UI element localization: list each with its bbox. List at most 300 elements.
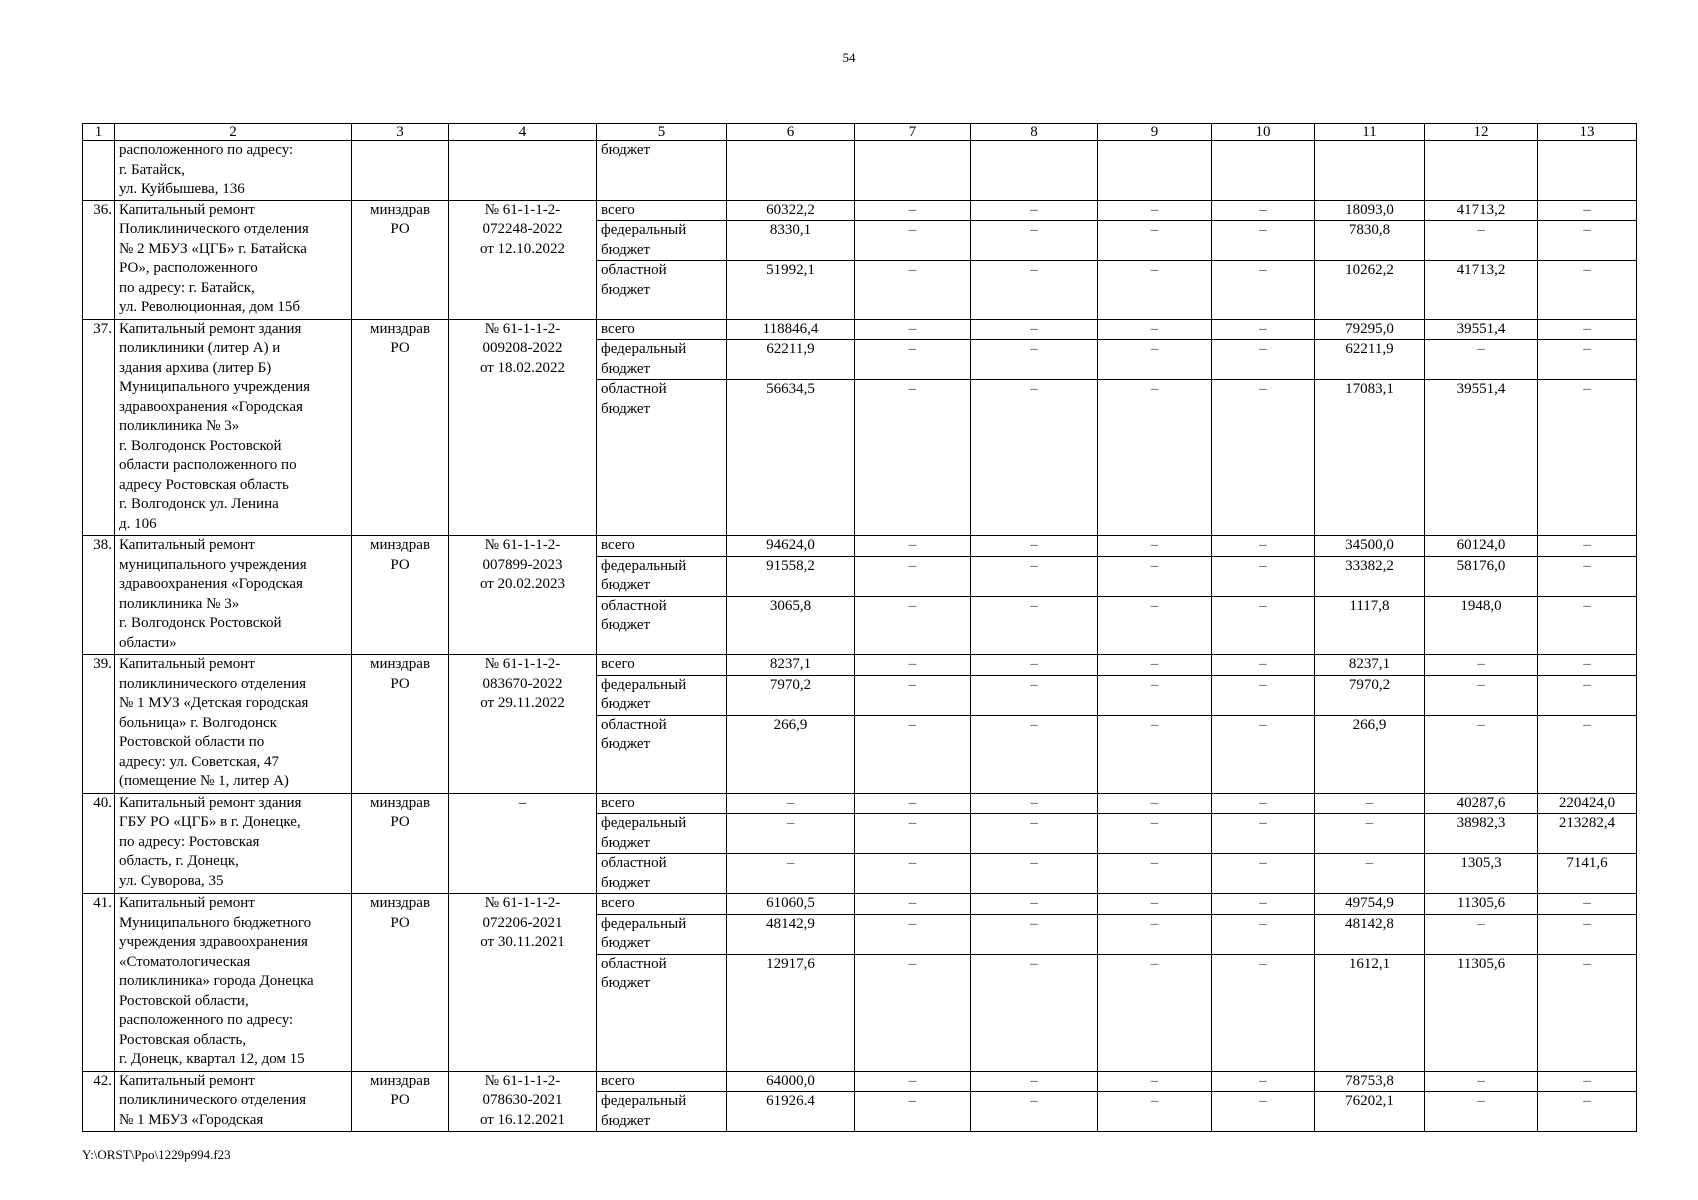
text-line: минздрав [369, 895, 431, 911]
value-cell: – [1098, 596, 1212, 655]
text-line: учреждения здравоохранения [119, 934, 308, 950]
value-cell: 39551,4 [1425, 319, 1538, 340]
value-cell: – [855, 814, 971, 854]
value-cell: 60322,2 [727, 200, 855, 221]
funding-source [597, 715, 727, 793]
value-cell: – [1538, 221, 1637, 261]
value-cell: – [1212, 675, 1315, 715]
text-line: 007899-2023 [482, 556, 563, 573]
value-cell: 56634,5 [727, 380, 855, 536]
text-line: минздрав [369, 656, 431, 672]
funding-source [597, 1092, 727, 1132]
value-cell [1315, 141, 1425, 201]
text-line: от 20.02.2023 [479, 576, 566, 592]
footer-file-path: Y:\ORST\Ppo\1229p994.f23 [82, 1147, 231, 1162]
table-row [83, 141, 1637, 201]
value-cell: – [1315, 814, 1425, 854]
text-line: бюджет [601, 577, 651, 593]
value-cell: – [855, 380, 971, 536]
value-cell: – [1212, 715, 1315, 793]
value-cell: – [1212, 854, 1315, 894]
customer [352, 200, 449, 319]
value-cell: – [1425, 675, 1538, 715]
value-cell: 7141,6 [1538, 854, 1637, 894]
value-cell: – [1098, 954, 1212, 1071]
text-line: бюджет [601, 360, 651, 377]
object-name [115, 1071, 352, 1132]
value-cell: 41713,2 [1425, 261, 1538, 320]
text-line: Капитальный ремонт здания [119, 320, 302, 337]
value-cell: 48142,8 [1315, 914, 1425, 954]
expertise-document [449, 894, 597, 1072]
text-line: от 29.11.2022 [480, 695, 565, 711]
text-line: бюджет [601, 281, 651, 298]
text-line: бюджет [601, 834, 651, 851]
text-line: по адресу: г. Батайск, [119, 279, 255, 296]
text-line: областной [601, 381, 667, 397]
value-cell: 8237,1 [1315, 655, 1425, 676]
value-cell: – [971, 914, 1098, 954]
text-line: РО [390, 1092, 410, 1108]
text-line: Капитальный ремонт [119, 656, 255, 672]
text-line: здравоохранения «Городская [119, 576, 303, 592]
text-line: всего [601, 201, 635, 218]
value-cell: 11305,6 [1425, 954, 1538, 1071]
text-line: 072206-2021 [482, 914, 563, 931]
text-line: поликлинического отделения [119, 1092, 307, 1108]
value-cell: – [1212, 340, 1315, 380]
value-cell: 91558,2 [727, 556, 855, 596]
text-line: от 18.02.2022 [479, 359, 566, 376]
value-cell: – [1212, 914, 1315, 954]
text-line: всего [601, 895, 635, 911]
value-cell: 39551,4 [1425, 380, 1538, 536]
text-line: всего [601, 794, 635, 811]
value-cell: 94624,0 [727, 536, 855, 557]
value-cell: – [1212, 200, 1315, 221]
value-cell: – [1098, 380, 1212, 536]
value-cell: – [855, 221, 971, 261]
value-cell: 7970,2 [1315, 675, 1425, 715]
value-cell: – [971, 715, 1098, 793]
customer [352, 141, 449, 201]
text-line: федеральный [601, 815, 687, 831]
value-cell: 48142,9 [727, 914, 855, 954]
funding-source [597, 141, 727, 201]
row-number: 37. [83, 319, 115, 536]
value-cell: 33382,2 [1315, 556, 1425, 596]
object-name [115, 536, 352, 655]
customer [352, 655, 449, 794]
value-cell: – [1425, 715, 1538, 793]
text-line: областной [601, 262, 667, 278]
column-header: 12 [1425, 124, 1538, 141]
value-cell: – [1212, 793, 1315, 814]
text-line: здания архива (литер Б) [119, 359, 272, 376]
funding-source [597, 914, 727, 954]
text-line: адресу Ростовская область [119, 476, 289, 493]
text-line: поликлиники (литер А) и [119, 340, 281, 356]
text-line: минздрав [369, 1072, 431, 1089]
value-cell: 1305,3 [1425, 854, 1538, 894]
value-cell: – [1212, 814, 1315, 854]
value-cell: – [1425, 655, 1538, 676]
value-cell: – [1538, 200, 1637, 221]
text-line: бюджет [601, 142, 651, 158]
funding-source [597, 261, 727, 320]
text-line: здравоохранения «Городская [119, 398, 303, 415]
table-body [83, 124, 1637, 1132]
customer [352, 894, 449, 1072]
object-name [115, 141, 352, 201]
value-cell: 58176,0 [1425, 556, 1538, 596]
value-cell: – [971, 596, 1098, 655]
column-header: 9 [1098, 124, 1212, 141]
value-cell: – [1212, 221, 1315, 261]
text-line: поликлинического отделения [119, 675, 307, 692]
text-line: федеральный [601, 676, 687, 693]
expertise-document [449, 1071, 597, 1132]
value-cell: – [1212, 556, 1315, 596]
text-line: бюджет [601, 617, 651, 633]
value-cell: – [971, 655, 1098, 676]
customer [352, 536, 449, 655]
text-line: бюджет [601, 874, 651, 891]
funding-source [597, 1071, 727, 1092]
text-line: РО [390, 340, 410, 356]
text-line: бюджет [601, 696, 651, 712]
column-header: 13 [1538, 124, 1637, 141]
value-cell: – [855, 261, 971, 320]
row-number: 38. [83, 536, 115, 655]
value-cell: 8237,1 [727, 655, 855, 676]
table-row [83, 793, 1637, 814]
text-line: областной [601, 955, 667, 972]
text-line: Поликлинического отделения [119, 221, 309, 237]
value-cell: 78753,8 [1315, 1071, 1425, 1092]
text-line: федеральный [601, 915, 687, 932]
value-cell: – [971, 675, 1098, 715]
text-line: области» [119, 634, 177, 651]
value-cell: – [1098, 1071, 1212, 1092]
value-cell: – [1538, 675, 1637, 715]
text-line: г. Донецк, квартал 12, дом 15 [119, 1051, 305, 1067]
text-line: поликлиника № 3» [119, 418, 240, 434]
value-cell: – [1538, 1071, 1637, 1092]
column-header: 1 [83, 124, 115, 141]
text-line: РО [390, 221, 410, 237]
value-cell: 11305,6 [1425, 894, 1538, 915]
value-cell: – [1315, 793, 1425, 814]
value-cell: 18093,0 [1315, 200, 1425, 221]
text-line: по адресу: Ростовская [119, 833, 260, 850]
column-header: 11 [1315, 124, 1425, 141]
value-cell: 62211,9 [727, 340, 855, 380]
value-cell: – [855, 894, 971, 915]
value-cell: 7970,2 [727, 675, 855, 715]
value-cell [855, 141, 971, 201]
text-line: 083670-2022 [482, 675, 563, 692]
value-cell: 40287,6 [1425, 793, 1538, 814]
value-cell: 220424,0 [1538, 793, 1637, 814]
value-cell [727, 141, 855, 201]
value-cell: – [971, 954, 1098, 1071]
expertise-document [449, 793, 597, 894]
row-number: 36. [83, 200, 115, 319]
value-cell: – [971, 221, 1098, 261]
value-cell: – [971, 319, 1098, 340]
value-cell [971, 141, 1098, 201]
text-line: РО», расположенного [119, 260, 258, 276]
column-header: 8 [971, 124, 1098, 141]
text-line: ул. Революционная, дом 15б [119, 299, 300, 315]
row-number: 39. [83, 655, 115, 794]
value-cell: – [1538, 715, 1637, 793]
text-line: бюджет [601, 400, 651, 417]
value-cell: – [855, 914, 971, 954]
value-cell: 34500,0 [1315, 536, 1425, 557]
text-line: минздрав [369, 537, 431, 553]
funding-source [597, 380, 727, 536]
text-line: № 2 МБУЗ «ЦГБ» г. Батайска [119, 240, 307, 257]
value-cell: – [855, 200, 971, 221]
text-line: № 1 МБУЗ «Городская [119, 1111, 264, 1128]
object-name [115, 655, 352, 794]
text-line: бюджет [601, 975, 651, 991]
value-cell: – [1212, 1071, 1315, 1092]
value-cell: 49754,9 [1315, 894, 1425, 915]
value-cell: – [855, 1092, 971, 1132]
text-line: ГБУ РО «ЦГБ» в г. Донецке, [119, 814, 301, 830]
value-cell: – [1538, 1092, 1637, 1132]
text-line: № 61-1-1-2- [484, 1072, 561, 1089]
text-line: № 1 МУЗ «Детская городская [119, 695, 309, 711]
value-cell: – [1538, 954, 1637, 1071]
value-cell: – [1538, 894, 1637, 915]
value-cell: – [855, 854, 971, 894]
expertise-document [449, 655, 597, 794]
funding-source [597, 596, 727, 655]
text-line: поликлиника» города Донецка [119, 973, 314, 989]
value-cell: – [1098, 814, 1212, 854]
value-cell: 3065,8 [727, 596, 855, 655]
text-line: бюджет [601, 1112, 651, 1129]
table-row [83, 319, 1637, 340]
funding-source [597, 854, 727, 894]
value-cell: – [1098, 200, 1212, 221]
value-cell: – [855, 655, 971, 676]
value-cell: – [1538, 536, 1637, 557]
text-line: Муниципального учреждения [119, 379, 311, 395]
value-cell: – [1098, 894, 1212, 915]
value-cell: – [1425, 221, 1538, 261]
value-cell: – [1425, 1092, 1538, 1132]
funding-source [597, 556, 727, 596]
text-line: расположенного по адресу: [119, 142, 294, 158]
text-line: Капитальный ремонт [119, 201, 255, 218]
value-cell: – [1538, 319, 1637, 340]
text-line: РО [390, 556, 410, 573]
value-cell: – [855, 340, 971, 380]
object-name [115, 894, 352, 1072]
value-cell: 41713,2 [1425, 200, 1538, 221]
value-cell: – [1098, 221, 1212, 261]
text-line: федеральный [601, 1093, 687, 1109]
value-cell: – [971, 340, 1098, 380]
funding-source [597, 319, 727, 340]
expertise-document [449, 319, 597, 536]
text-line: (помещение № 1, литер А) [119, 773, 289, 789]
value-cell: – [1212, 655, 1315, 676]
text-line: ул. Куйбышева, 136 [119, 181, 245, 197]
text-line: Капитальный ремонт [119, 1072, 255, 1089]
value-cell: – [1098, 675, 1212, 715]
text-line: 078630-2021 [482, 1092, 563, 1108]
value-cell: – [1538, 914, 1637, 954]
row-number [83, 141, 115, 201]
text-line: всего [601, 320, 635, 337]
value-cell: 38982,3 [1425, 814, 1538, 854]
value-cell: 61926.4 [727, 1092, 855, 1132]
value-cell: 10262,2 [1315, 261, 1425, 320]
value-cell: 1948,0 [1425, 596, 1538, 655]
value-cell: – [971, 536, 1098, 557]
value-cell: – [855, 556, 971, 596]
value-cell: 8330,1 [727, 221, 855, 261]
text-line: Капитальный ремонт [119, 537, 255, 553]
column-header: 10 [1212, 124, 1315, 141]
value-cell: 79295,0 [1315, 319, 1425, 340]
value-cell: – [1098, 655, 1212, 676]
value-cell: – [727, 854, 855, 894]
text-line: адресу: ул. Советская, 47 [119, 753, 279, 770]
text-line: № 61-1-1-2- [484, 201, 561, 218]
value-cell: 7830,8 [1315, 221, 1425, 261]
text-line: минздрав [369, 320, 431, 337]
text-line: расположенного по адресу: [119, 1012, 294, 1028]
funding-source [597, 655, 727, 676]
column-header-row [83, 124, 1637, 141]
text-line: № 61-1-1-2- [484, 895, 561, 911]
value-cell: 1117,8 [1315, 596, 1425, 655]
value-cell: – [855, 675, 971, 715]
value-cell: 213282,4 [1538, 814, 1637, 854]
expertise-document [449, 141, 597, 201]
row-number: 40. [83, 793, 115, 894]
object-name [115, 200, 352, 319]
text-line: № 61-1-1-2- [484, 320, 561, 337]
text-line: РО [390, 675, 410, 692]
table-row [83, 1071, 1637, 1092]
value-cell: – [971, 380, 1098, 536]
text-line: всего [601, 1072, 635, 1089]
value-cell: – [1425, 914, 1538, 954]
value-cell: – [971, 1092, 1098, 1132]
text-line: Ростовская область, [119, 1031, 247, 1048]
value-cell: – [855, 1071, 971, 1092]
value-cell: – [971, 261, 1098, 320]
value-cell: – [727, 814, 855, 854]
customer [352, 319, 449, 536]
text-line: от 30.11.2021 [480, 934, 565, 950]
text-line: «Стоматологическая [119, 953, 251, 970]
value-cell: – [727, 793, 855, 814]
row-number: 41. [83, 894, 115, 1072]
funding-source [597, 814, 727, 854]
text-line: Ростовской области по [119, 734, 265, 750]
value-cell: – [1538, 596, 1637, 655]
funding-source [597, 340, 727, 380]
value-cell: – [1315, 854, 1425, 894]
value-cell: – [855, 319, 971, 340]
funding-source [597, 221, 727, 261]
text-line: областной [601, 855, 667, 871]
value-cell: – [1212, 894, 1315, 915]
text-line: от 16.12.2021 [479, 1111, 566, 1128]
value-cell [1098, 141, 1212, 201]
text-line: всего [601, 656, 635, 672]
text-line: РО [390, 814, 410, 830]
funding-source [597, 536, 727, 557]
value-cell: – [1098, 340, 1212, 380]
value-cell: – [1212, 319, 1315, 340]
text-line: 072248-2022 [482, 221, 563, 237]
value-cell: 118846,4 [727, 319, 855, 340]
value-cell: – [1098, 556, 1212, 596]
text-line: Муниципального бюджетного [119, 914, 312, 931]
value-cell: – [1098, 536, 1212, 557]
value-cell: – [1538, 380, 1637, 536]
funding-source [597, 954, 727, 1071]
value-cell: – [1538, 340, 1637, 380]
text-line: областной [601, 716, 667, 733]
value-cell: – [1098, 319, 1212, 340]
financing-table [82, 123, 1637, 1132]
text-line: г. Волгодонск Ростовской [119, 615, 282, 631]
text-line: областной [601, 597, 667, 614]
column-header: 6 [727, 124, 855, 141]
customer [352, 793, 449, 894]
text-line: федеральный [601, 222, 687, 238]
value-cell: 60124,0 [1425, 536, 1538, 557]
text-line: бюджет [601, 736, 651, 752]
table-row [83, 536, 1637, 557]
value-cell: – [1212, 536, 1315, 557]
value-cell: – [855, 793, 971, 814]
text-line: г. Батайск, [119, 161, 185, 178]
text-line: от 12.10.2022 [479, 240, 566, 257]
value-cell: – [971, 793, 1098, 814]
value-cell [1425, 141, 1538, 201]
value-cell: – [855, 954, 971, 1071]
text-line: № 61-1-1-2- [484, 656, 561, 672]
value-cell: – [1425, 1071, 1538, 1092]
column-header: 4 [449, 124, 597, 141]
funding-source [597, 793, 727, 814]
text-line: РО [390, 914, 410, 931]
value-cell [1538, 141, 1637, 201]
text-line: Ростовской области, [119, 992, 249, 1009]
text-line: муниципального учреждения [119, 556, 307, 573]
funding-source [597, 894, 727, 915]
expertise-document [449, 200, 597, 319]
object-name [115, 793, 352, 894]
value-cell: – [1098, 1092, 1212, 1132]
text-line: Капитальный ремонт [119, 895, 255, 911]
text-line: ул. Суворова, 35 [119, 872, 224, 889]
text-line: федеральный [601, 557, 687, 574]
value-cell: 12917,6 [727, 954, 855, 1071]
